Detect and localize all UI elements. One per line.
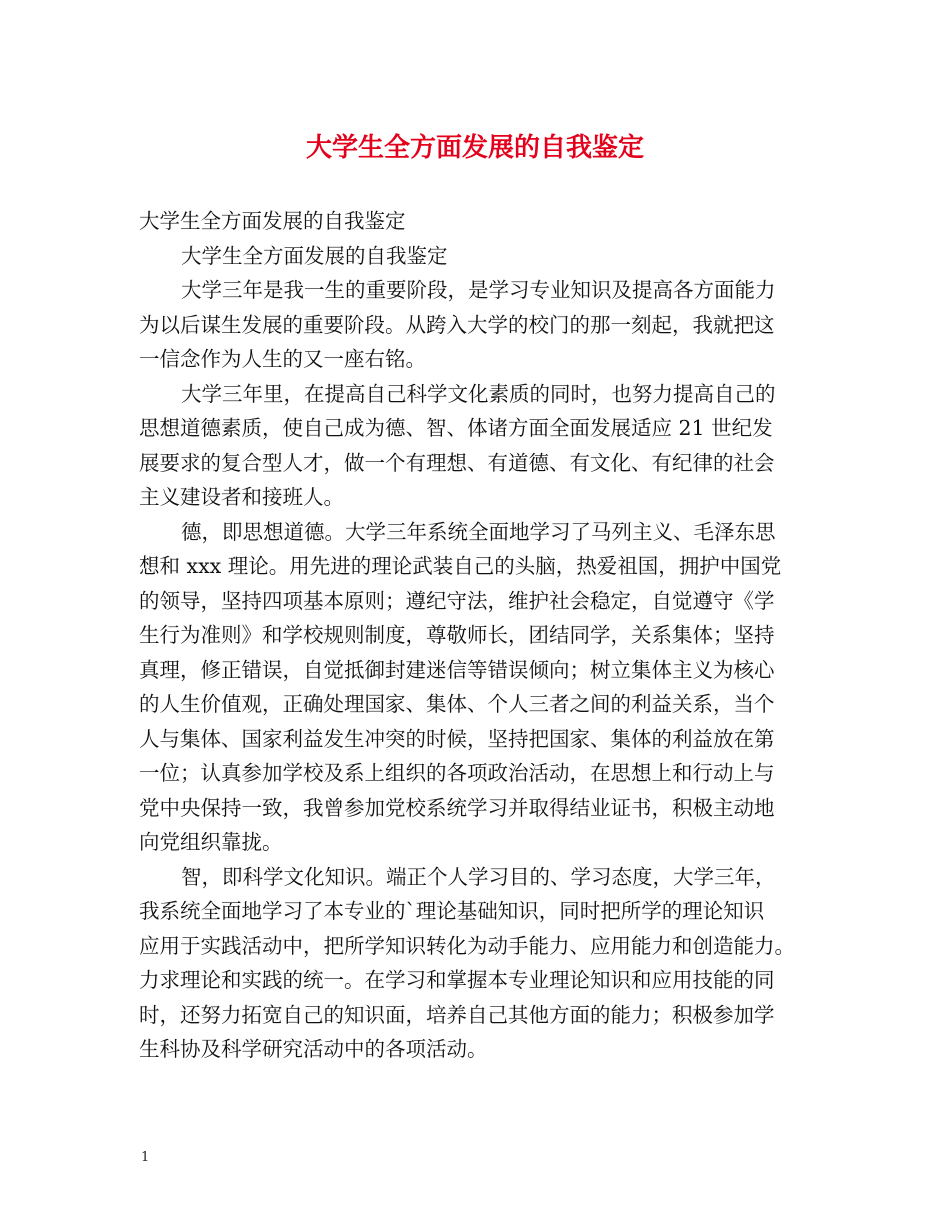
subtitle-line: 大学生全方面发展的自我鉴定: [139, 209, 406, 233]
body-line: 为以后谋生发展的重要阶段。从跨入大学的校门的那一刻起，我就把这: [139, 312, 775, 337]
page-number: 1: [141, 1150, 150, 1165]
body-line: 党中央保持一致，我曾参加党校系统学习并取得结业证书，积极主动地: [139, 795, 775, 820]
body-line: 德，即思想道德。大学三年系统全面地学习了马列主义、毛泽东思: [181, 519, 776, 544]
body-line: 大学生全方面发展的自我鉴定: [181, 243, 448, 268]
body-line: 展要求的复合型人才，做一个有理想、有道德、有文化、有纪律的社会: [139, 450, 775, 475]
body-line: 的领导，坚持四项基本原则；遵纪守法，维护社会稳定，自觉遵守《学: [139, 588, 775, 613]
body-line: 思想道德素质，使自己成为德、智、体诸方面全面发展适应 21 世纪发: [139, 416, 773, 440]
body-line: 应用于实践活动中，把所学知识转化为动手能力、应用能力和创造能力。: [139, 933, 795, 958]
body-line: 真理，修正错误，自觉抵御封建迷信等错误倾向；树立集体主义为核心: [139, 657, 775, 682]
body-line: 一位；认真参加学校及系上组织的各项政治活动，在思想上和行动上与: [139, 761, 775, 785]
body-line: 人与集体、国家利益发生冲突的时候，坚持把国家、集体的利益放在第: [139, 726, 775, 751]
body-line: 生科协及科学研究活动中的各项活动。: [139, 1037, 488, 1061]
body-line: 的人生价值观，正确处理国家、集体、个人三者之间的利益关系，当个: [139, 692, 775, 716]
document-title: 大学生全方面发展的自我鉴定: [305, 133, 644, 163]
body-line: 我系统全面地学习了本专业的`理论基础知识，同时把所学的理论知识: [139, 899, 765, 923]
body-line: 向党组织靠拢。: [139, 830, 283, 854]
body-line: 生行为准则》和学校规则制度，尊敬师长，团结同学，关系集体；坚持: [139, 623, 775, 647]
body-line: 智，即科学文化知识。端正个人学习目的、学习态度，大学三年，: [181, 864, 776, 889]
document-body: [139, 204, 815, 1067]
body-line: 大学三年里，在提高自己科学文化素质的同时，也努力提高自己的: [181, 381, 776, 406]
body-line: 一信念作为人生的又一座右铭。: [139, 347, 426, 371]
body-line: 想和 xxx 理论。用先进的理论武装自己的头脑，热爱祖国，拥护中国党: [139, 554, 782, 578]
body-line: 大学三年是我一生的重要阶段，是学习专业知识及提高各方面能力: [181, 278, 776, 302]
body-line: 时，还努力拓宽自己的知识面，培养自己其他方面的能力；积极参加学: [139, 1002, 775, 1027]
body-line: 主义建设者和接班人。: [139, 485, 344, 509]
body-line: 力求理论和实践的统一。在学习和掌握本专业理论知识和应用技能的同: [139, 968, 775, 992]
